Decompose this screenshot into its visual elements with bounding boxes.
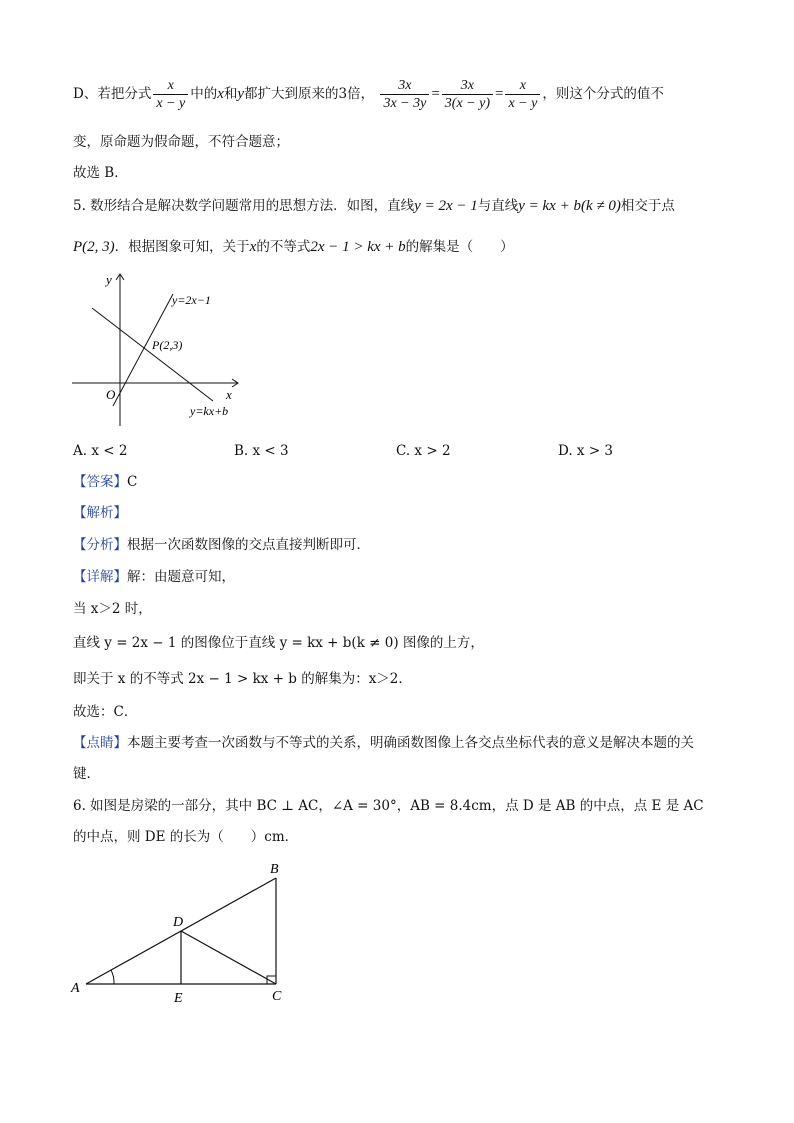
label-e: E xyxy=(174,991,183,1006)
detail-line-2: 当 x＞2 时， xyxy=(73,601,152,617)
answer-line: 【答案】C xyxy=(73,474,138,490)
label-c: C xyxy=(272,989,282,1004)
fraction-x-over-x-minus-y: $\frac{x}{x - y}$ xyxy=(153,77,188,112)
q5-option-a: A. x < 2 xyxy=(73,443,128,459)
detail-line-1: 【详解】解：由题意可知， xyxy=(73,569,235,585)
fraction-step-1: $\frac{3x}{3x - 3y}$ xyxy=(380,77,429,112)
q5-option-b: B. x < 3 xyxy=(234,443,289,459)
y-axis-label: y xyxy=(106,272,112,287)
q6-stem-line-1: 6. 如图是房梁的一部分，其中 BC ⊥ AC，∠A = 30°，AB = 8.4cm，点 D 是 AB 的中点，点 E 是 AC xyxy=(73,798,704,814)
q5-stem-line-2: P(2, 3)．根据图象可知，关于x的不等式2x − 1 > kx + b的解集是（ ） xyxy=(73,239,514,255)
label-b: B xyxy=(270,862,279,877)
detail-line-3: 直线 y = 2x − 1 的图像位于直线 y = kx + b(k ≠ 0) 图像的上方， xyxy=(73,635,484,651)
fenxi-line: 【分析】根据一次函数图像的交点直接判断即可． xyxy=(73,537,370,553)
q5-stem-line-1: 5. 数形结合是解决数学问题常用的思想方法．如图，直线y = 2x − 1与直线y = kx + b(k ≠ 0)相交于点 xyxy=(73,198,675,214)
analysis-tag: 【解析】 xyxy=(73,505,127,521)
q5-option-d: D. x > 3 xyxy=(558,443,614,459)
q6-triangle xyxy=(66,858,296,1008)
detail-line-4: 即关于 x 的不等式 2x − 1 > kx + b 的解集为：x＞2． xyxy=(73,671,412,687)
point-label: P(2,3) xyxy=(152,338,183,352)
segment-dc xyxy=(181,931,276,984)
option-d-line: D、若把分式 $\frac{x}{x - y}$ 中的x和y都扩大到原来的3倍， $\frac{3x}{3x - 3y}$ = $\frac{3x}{3(x - y)}$ = $\frac{x}{x - y}$ ，则这个分式的值不 xyxy=(73,78,664,111)
label-a: A xyxy=(71,981,80,996)
line1-label: y=2x−1 xyxy=(172,293,211,307)
comment-line-2: 键． xyxy=(73,766,100,782)
q5-option-c: C. x > 2 xyxy=(396,443,451,459)
q5-graph xyxy=(68,268,248,430)
origin-label: O xyxy=(106,387,116,402)
label-d: D xyxy=(173,915,184,930)
option-d-choose: 故选 B． xyxy=(73,165,128,181)
q6-stem-line-2: 的中点，则 DE 的长为（ ）cm． xyxy=(73,829,299,845)
option-d-line-2: 变，原命题为假命题，不符合题意； xyxy=(73,134,289,150)
detail-line-5: 故选：C． xyxy=(73,704,138,720)
comment-line-1: 【点睛】本题主要考查一次函数与不等式的关系，明确函数图像上各交点坐标代表的意义是解决本题的关 xyxy=(73,735,694,751)
fraction-step-3: $\frac{x}{x - y}$ xyxy=(505,77,540,112)
x-axis-label: x xyxy=(226,387,232,402)
line2-label: y=kx+b xyxy=(190,404,229,418)
angle-a-arc xyxy=(111,970,114,984)
fraction-step-2: $\frac{3x}{3(x - y)}$ xyxy=(442,77,493,112)
